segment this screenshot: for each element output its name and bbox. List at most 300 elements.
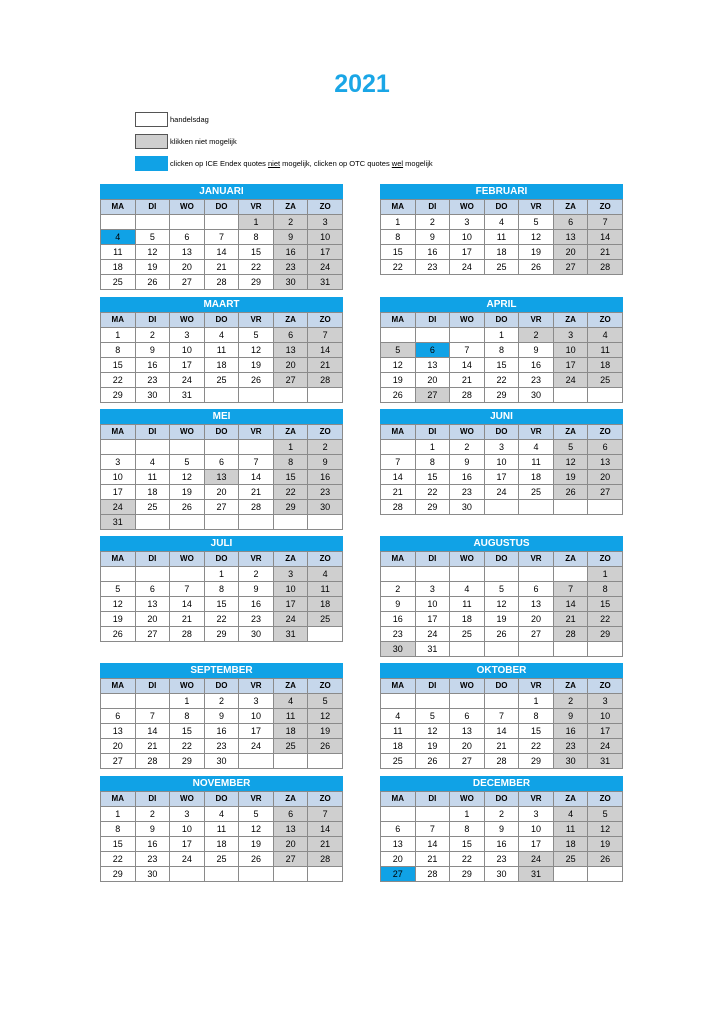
day-cell[interactable]: 10 <box>588 709 623 724</box>
day-cell[interactable]: 3 <box>484 440 519 455</box>
day-cell[interactable]: 27 <box>204 500 239 515</box>
day-cell[interactable]: 11 <box>519 455 554 470</box>
day-cell[interactable]: 26 <box>170 500 205 515</box>
day-cell[interactable]: 17 <box>415 612 450 627</box>
day-cell[interactable]: 20 <box>415 373 450 388</box>
day-cell[interactable]: 14 <box>484 724 519 739</box>
day-cell[interactable]: 25 <box>308 612 343 627</box>
day-cell[interactable]: 5 <box>588 807 623 822</box>
day-cell[interactable]: 11 <box>273 709 308 724</box>
day-cell[interactable]: 21 <box>553 612 588 627</box>
day-cell[interactable]: 7 <box>135 709 170 724</box>
day-cell[interactable]: 2 <box>135 807 170 822</box>
day-cell[interactable]: 7 <box>450 343 485 358</box>
day-cell[interactable]: 19 <box>519 245 554 260</box>
day-cell[interactable]: 9 <box>308 455 343 470</box>
day-cell[interactable]: 3 <box>101 455 136 470</box>
day-cell[interactable]: 18 <box>588 358 623 373</box>
day-cell[interactable]: 3 <box>553 328 588 343</box>
day-cell[interactable]: 21 <box>204 260 239 275</box>
day-cell[interactable]: 5 <box>553 440 588 455</box>
day-cell[interactable]: 10 <box>170 822 205 837</box>
day-cell[interactable]: 7 <box>239 455 274 470</box>
day-cell[interactable]: 5 <box>308 694 343 709</box>
day-cell[interactable]: 14 <box>381 470 416 485</box>
day-cell[interactable]: 10 <box>101 470 136 485</box>
day-cell[interactable]: 10 <box>519 822 554 837</box>
day-cell[interactable]: 4 <box>484 215 519 230</box>
day-cell[interactable]: 7 <box>553 582 588 597</box>
day-cell[interactable]: 27 <box>519 627 554 642</box>
day-cell[interactable]: 1 <box>204 567 239 582</box>
day-cell[interactable]: 31 <box>101 515 136 530</box>
day-cell[interactable]: 2 <box>450 440 485 455</box>
day-cell[interactable]: 13 <box>588 455 623 470</box>
day-cell[interactable]: 22 <box>204 612 239 627</box>
day-cell[interactable]: 8 <box>170 709 205 724</box>
day-cell[interactable]: 28 <box>239 500 274 515</box>
day-cell[interactable]: 26 <box>308 739 343 754</box>
day-cell[interactable]: 4 <box>204 807 239 822</box>
day-cell[interactable]: 24 <box>170 852 205 867</box>
day-cell[interactable]: 13 <box>101 724 136 739</box>
day-cell[interactable]: 27 <box>170 275 205 290</box>
day-cell[interactable]: 28 <box>450 388 485 403</box>
day-cell[interactable]: 4 <box>381 709 416 724</box>
day-cell[interactable]: 22 <box>450 852 485 867</box>
day-cell[interactable]: 24 <box>273 612 308 627</box>
day-cell[interactable]: 23 <box>135 852 170 867</box>
day-cell[interactable]: 12 <box>553 455 588 470</box>
day-cell[interactable]: 31 <box>308 275 343 290</box>
day-cell[interactable]: 7 <box>308 807 343 822</box>
day-cell[interactable]: 1 <box>519 694 554 709</box>
day-cell[interactable]: 9 <box>239 582 274 597</box>
day-cell[interactable]: 5 <box>519 215 554 230</box>
day-cell[interactable]: 4 <box>273 694 308 709</box>
day-cell[interactable]: 25 <box>204 373 239 388</box>
day-cell[interactable]: 24 <box>588 739 623 754</box>
day-cell[interactable]: 11 <box>135 470 170 485</box>
day-cell[interactable]: 11 <box>484 230 519 245</box>
day-cell[interactable]: 28 <box>381 500 416 515</box>
day-cell[interactable]: 25 <box>381 754 416 769</box>
day-cell[interactable]: 6 <box>273 807 308 822</box>
day-cell[interactable]: 18 <box>101 260 136 275</box>
day-cell[interactable]: 4 <box>519 440 554 455</box>
day-cell[interactable]: 6 <box>553 215 588 230</box>
day-cell[interactable]: 3 <box>273 567 308 582</box>
day-cell[interactable]: 27 <box>273 373 308 388</box>
day-cell[interactable]: 26 <box>588 852 623 867</box>
day-cell[interactable]: 2 <box>553 694 588 709</box>
day-cell[interactable]: 4 <box>553 807 588 822</box>
day-cell[interactable]: 23 <box>484 852 519 867</box>
day-cell[interactable]: 18 <box>450 612 485 627</box>
day-cell[interactable]: 20 <box>381 852 416 867</box>
day-cell[interactable]: 27 <box>415 388 450 403</box>
day-cell[interactable]: 29 <box>450 867 485 882</box>
day-cell[interactable]: 31 <box>415 642 450 657</box>
day-cell[interactable]: 23 <box>415 260 450 275</box>
day-cell[interactable]: 2 <box>239 567 274 582</box>
day-cell[interactable]: 22 <box>381 260 416 275</box>
day-cell[interactable]: 4 <box>588 328 623 343</box>
day-cell[interactable]: 14 <box>170 597 205 612</box>
day-cell[interactable]: 8 <box>101 822 136 837</box>
day-cell[interactable]: 17 <box>239 724 274 739</box>
day-cell[interactable]: 27 <box>588 485 623 500</box>
day-cell[interactable]: 16 <box>135 837 170 852</box>
day-cell[interactable]: 26 <box>415 754 450 769</box>
day-cell[interactable]: 6 <box>415 343 450 358</box>
day-cell[interactable]: 11 <box>588 343 623 358</box>
day-cell[interactable]: 28 <box>170 627 205 642</box>
day-cell[interactable]: 10 <box>450 230 485 245</box>
day-cell[interactable]: 27 <box>450 754 485 769</box>
day-cell[interactable]: 13 <box>204 470 239 485</box>
day-cell[interactable]: 22 <box>415 485 450 500</box>
day-cell[interactable]: 18 <box>484 245 519 260</box>
day-cell[interactable]: 4 <box>204 328 239 343</box>
day-cell[interactable]: 6 <box>170 230 205 245</box>
day-cell[interactable]: 23 <box>450 485 485 500</box>
day-cell[interactable]: 24 <box>170 373 205 388</box>
day-cell[interactable]: 1 <box>588 567 623 582</box>
day-cell[interactable]: 24 <box>239 739 274 754</box>
day-cell[interactable]: 24 <box>415 627 450 642</box>
day-cell[interactable]: 2 <box>204 694 239 709</box>
day-cell[interactable]: 8 <box>484 343 519 358</box>
day-cell[interactable]: 22 <box>239 260 274 275</box>
day-cell[interactable]: 20 <box>170 260 205 275</box>
day-cell[interactable]: 21 <box>415 852 450 867</box>
day-cell[interactable]: 8 <box>588 582 623 597</box>
day-cell[interactable]: 9 <box>381 597 416 612</box>
day-cell[interactable]: 6 <box>101 709 136 724</box>
day-cell[interactable]: 5 <box>381 343 416 358</box>
day-cell[interactable]: 12 <box>588 822 623 837</box>
day-cell[interactable]: 11 <box>204 343 239 358</box>
day-cell[interactable]: 30 <box>273 275 308 290</box>
day-cell[interactable]: 5 <box>170 455 205 470</box>
day-cell[interactable]: 24 <box>450 260 485 275</box>
day-cell[interactable]: 13 <box>381 837 416 852</box>
day-cell[interactable]: 16 <box>381 612 416 627</box>
day-cell[interactable]: 12 <box>239 822 274 837</box>
day-cell[interactable]: 19 <box>308 724 343 739</box>
day-cell[interactable]: 8 <box>450 822 485 837</box>
day-cell[interactable]: 16 <box>450 470 485 485</box>
day-cell[interactable]: 20 <box>450 739 485 754</box>
day-cell[interactable]: 21 <box>381 485 416 500</box>
day-cell[interactable]: 18 <box>204 358 239 373</box>
day-cell[interactable]: 23 <box>519 373 554 388</box>
day-cell[interactable]: 5 <box>415 709 450 724</box>
day-cell[interactable]: 12 <box>308 709 343 724</box>
day-cell[interactable]: 5 <box>239 807 274 822</box>
day-cell[interactable]: 3 <box>450 215 485 230</box>
day-cell[interactable]: 6 <box>381 822 416 837</box>
day-cell[interactable]: 8 <box>519 709 554 724</box>
day-cell[interactable]: 8 <box>204 582 239 597</box>
day-cell[interactable]: 22 <box>101 852 136 867</box>
day-cell[interactable]: 7 <box>170 582 205 597</box>
day-cell[interactable]: 17 <box>308 245 343 260</box>
day-cell[interactable]: 15 <box>101 837 136 852</box>
day-cell[interactable]: 4 <box>135 455 170 470</box>
day-cell[interactable]: 21 <box>484 739 519 754</box>
day-cell[interactable]: 21 <box>308 837 343 852</box>
day-cell[interactable]: 27 <box>135 627 170 642</box>
day-cell[interactable]: 1 <box>101 807 136 822</box>
day-cell[interactable]: 29 <box>101 388 136 403</box>
day-cell[interactable]: 4 <box>450 582 485 597</box>
day-cell[interactable]: 9 <box>273 230 308 245</box>
day-cell[interactable]: 22 <box>484 373 519 388</box>
day-cell[interactable]: 12 <box>484 597 519 612</box>
day-cell[interactable]: 15 <box>588 597 623 612</box>
day-cell[interactable]: 30 <box>450 500 485 515</box>
day-cell[interactable]: 21 <box>588 245 623 260</box>
day-cell[interactable]: 29 <box>484 388 519 403</box>
day-cell[interactable]: 30 <box>239 627 274 642</box>
day-cell[interactable]: 15 <box>415 470 450 485</box>
day-cell[interactable]: 9 <box>415 230 450 245</box>
day-cell[interactable]: 10 <box>170 343 205 358</box>
day-cell[interactable]: 9 <box>553 709 588 724</box>
day-cell[interactable]: 23 <box>239 612 274 627</box>
day-cell[interactable]: 21 <box>450 373 485 388</box>
day-cell[interactable]: 2 <box>484 807 519 822</box>
day-cell[interactable]: 31 <box>273 627 308 642</box>
day-cell[interactable]: 11 <box>204 822 239 837</box>
day-cell[interactable]: 19 <box>101 612 136 627</box>
day-cell[interactable]: 16 <box>308 470 343 485</box>
day-cell[interactable]: 18 <box>273 724 308 739</box>
day-cell[interactable]: 8 <box>273 455 308 470</box>
day-cell[interactable]: 28 <box>588 260 623 275</box>
day-cell[interactable]: 31 <box>170 388 205 403</box>
day-cell[interactable]: 19 <box>484 612 519 627</box>
day-cell[interactable]: 25 <box>135 500 170 515</box>
day-cell[interactable]: 14 <box>553 597 588 612</box>
day-cell[interactable]: 15 <box>170 724 205 739</box>
day-cell[interactable]: 21 <box>170 612 205 627</box>
day-cell[interactable]: 11 <box>308 582 343 597</box>
day-cell[interactable]: 3 <box>170 328 205 343</box>
day-cell[interactable]: 22 <box>519 739 554 754</box>
day-cell[interactable]: 9 <box>204 709 239 724</box>
day-cell[interactable]: 10 <box>308 230 343 245</box>
day-cell[interactable]: 29 <box>204 627 239 642</box>
day-cell[interactable]: 28 <box>135 754 170 769</box>
day-cell[interactable]: 13 <box>553 230 588 245</box>
day-cell[interactable]: 1 <box>239 215 274 230</box>
day-cell[interactable]: 30 <box>553 754 588 769</box>
day-cell[interactable]: 12 <box>239 343 274 358</box>
day-cell[interactable]: 10 <box>239 709 274 724</box>
day-cell[interactable]: 19 <box>239 358 274 373</box>
day-cell[interactable]: 14 <box>135 724 170 739</box>
day-cell[interactable]: 12 <box>101 597 136 612</box>
day-cell[interactable]: 12 <box>135 245 170 260</box>
day-cell[interactable]: 2 <box>415 215 450 230</box>
day-cell[interactable]: 27 <box>273 852 308 867</box>
day-cell[interactable]: 15 <box>519 724 554 739</box>
day-cell[interactable]: 9 <box>135 822 170 837</box>
day-cell[interactable]: 26 <box>553 485 588 500</box>
day-cell[interactable]: 8 <box>239 230 274 245</box>
day-cell[interactable]: 21 <box>308 358 343 373</box>
day-cell[interactable]: 23 <box>381 627 416 642</box>
day-cell[interactable]: 14 <box>308 822 343 837</box>
day-cell[interactable]: 20 <box>204 485 239 500</box>
day-cell[interactable]: 31 <box>519 867 554 882</box>
day-cell[interactable]: 12 <box>170 470 205 485</box>
day-cell[interactable]: 29 <box>519 754 554 769</box>
day-cell[interactable]: 26 <box>381 388 416 403</box>
day-cell[interactable]: 26 <box>484 627 519 642</box>
day-cell[interactable]: 30 <box>135 867 170 882</box>
day-cell[interactable]: 7 <box>381 455 416 470</box>
day-cell[interactable]: 17 <box>273 597 308 612</box>
day-cell[interactable]: 20 <box>273 837 308 852</box>
day-cell[interactable]: 18 <box>381 739 416 754</box>
day-cell[interactable]: 3 <box>308 215 343 230</box>
day-cell[interactable]: 20 <box>101 739 136 754</box>
day-cell[interactable]: 1 <box>450 807 485 822</box>
day-cell[interactable]: 1 <box>415 440 450 455</box>
day-cell[interactable]: 27 <box>101 754 136 769</box>
day-cell[interactable]: 5 <box>484 582 519 597</box>
day-cell[interactable]: 22 <box>101 373 136 388</box>
day-cell[interactable]: 8 <box>381 230 416 245</box>
day-cell[interactable]: 7 <box>484 709 519 724</box>
day-cell[interactable]: 14 <box>308 343 343 358</box>
day-cell[interactable]: 8 <box>415 455 450 470</box>
day-cell[interactable]: 16 <box>484 837 519 852</box>
day-cell[interactable]: 12 <box>381 358 416 373</box>
day-cell[interactable]: 29 <box>588 627 623 642</box>
day-cell[interactable]: 10 <box>415 597 450 612</box>
day-cell[interactable]: 18 <box>204 837 239 852</box>
day-cell[interactable]: 28 <box>204 275 239 290</box>
day-cell[interactable]: 25 <box>588 373 623 388</box>
day-cell[interactable]: 15 <box>450 837 485 852</box>
day-cell[interactable]: 19 <box>135 260 170 275</box>
day-cell[interactable]: 19 <box>381 373 416 388</box>
day-cell[interactable]: 13 <box>170 245 205 260</box>
day-cell[interactable]: 25 <box>450 627 485 642</box>
day-cell[interactable]: 17 <box>519 837 554 852</box>
day-cell[interactable]: 13 <box>415 358 450 373</box>
day-cell[interactable]: 17 <box>588 724 623 739</box>
day-cell[interactable]: 16 <box>519 358 554 373</box>
day-cell[interactable]: 3 <box>239 694 274 709</box>
day-cell[interactable]: 3 <box>588 694 623 709</box>
day-cell[interactable]: 16 <box>204 724 239 739</box>
day-cell[interactable]: 14 <box>239 470 274 485</box>
day-cell[interactable]: 23 <box>204 739 239 754</box>
day-cell[interactable]: 2 <box>273 215 308 230</box>
day-cell[interactable]: 30 <box>519 388 554 403</box>
day-cell[interactable]: 25 <box>101 275 136 290</box>
day-cell[interactable]: 23 <box>553 739 588 754</box>
day-cell[interactable]: 6 <box>135 582 170 597</box>
day-cell[interactable]: 9 <box>519 343 554 358</box>
day-cell[interactable]: 16 <box>135 358 170 373</box>
day-cell[interactable]: 14 <box>588 230 623 245</box>
day-cell[interactable]: 22 <box>170 739 205 754</box>
day-cell[interactable]: 31 <box>588 754 623 769</box>
day-cell[interactable]: 28 <box>415 867 450 882</box>
day-cell[interactable]: 2 <box>308 440 343 455</box>
day-cell[interactable]: 5 <box>101 582 136 597</box>
day-cell[interactable]: 29 <box>170 754 205 769</box>
day-cell[interactable]: 16 <box>553 724 588 739</box>
day-cell[interactable]: 20 <box>519 612 554 627</box>
day-cell[interactable]: 18 <box>135 485 170 500</box>
day-cell[interactable]: 15 <box>204 597 239 612</box>
day-cell[interactable]: 1 <box>484 328 519 343</box>
day-cell[interactable]: 24 <box>553 373 588 388</box>
day-cell[interactable]: 14 <box>415 837 450 852</box>
day-cell[interactable]: 17 <box>170 837 205 852</box>
day-cell[interactable]: 18 <box>553 837 588 852</box>
day-cell[interactable]: 16 <box>239 597 274 612</box>
day-cell[interactable]: 19 <box>588 837 623 852</box>
day-cell[interactable]: 15 <box>381 245 416 260</box>
day-cell[interactable]: 15 <box>273 470 308 485</box>
day-cell[interactable]: 25 <box>273 739 308 754</box>
day-cell[interactable]: 3 <box>415 582 450 597</box>
day-cell[interactable]: 8 <box>101 343 136 358</box>
day-cell[interactable]: 13 <box>135 597 170 612</box>
day-cell[interactable]: 19 <box>415 739 450 754</box>
day-cell[interactable]: 10 <box>273 582 308 597</box>
day-cell[interactable]: 7 <box>204 230 239 245</box>
day-cell[interactable]: 14 <box>450 358 485 373</box>
day-cell[interactable]: 18 <box>308 597 343 612</box>
day-cell[interactable]: 5 <box>135 230 170 245</box>
day-cell[interactable]: 23 <box>308 485 343 500</box>
day-cell[interactable]: 10 <box>553 343 588 358</box>
day-cell[interactable]: 19 <box>239 837 274 852</box>
day-cell[interactable]: 2 <box>381 582 416 597</box>
day-cell[interactable]: 27 <box>381 867 416 882</box>
day-cell[interactable]: 7 <box>308 328 343 343</box>
day-cell[interactable]: 29 <box>101 867 136 882</box>
day-cell[interactable]: 29 <box>239 275 274 290</box>
day-cell[interactable]: 1 <box>101 328 136 343</box>
day-cell[interactable]: 24 <box>308 260 343 275</box>
day-cell[interactable]: 25 <box>484 260 519 275</box>
day-cell[interactable]: 3 <box>170 807 205 822</box>
day-cell[interactable]: 27 <box>553 260 588 275</box>
day-cell[interactable]: 23 <box>135 373 170 388</box>
day-cell[interactable]: 30 <box>484 867 519 882</box>
day-cell[interactable]: 9 <box>450 455 485 470</box>
day-cell[interactable]: 24 <box>484 485 519 500</box>
day-cell[interactable]: 15 <box>239 245 274 260</box>
day-cell[interactable]: 23 <box>273 260 308 275</box>
day-cell[interactable]: 6 <box>204 455 239 470</box>
day-cell[interactable]: 24 <box>519 852 554 867</box>
day-cell[interactable]: 28 <box>553 627 588 642</box>
day-cell[interactable]: 30 <box>308 500 343 515</box>
day-cell[interactable]: 13 <box>273 343 308 358</box>
